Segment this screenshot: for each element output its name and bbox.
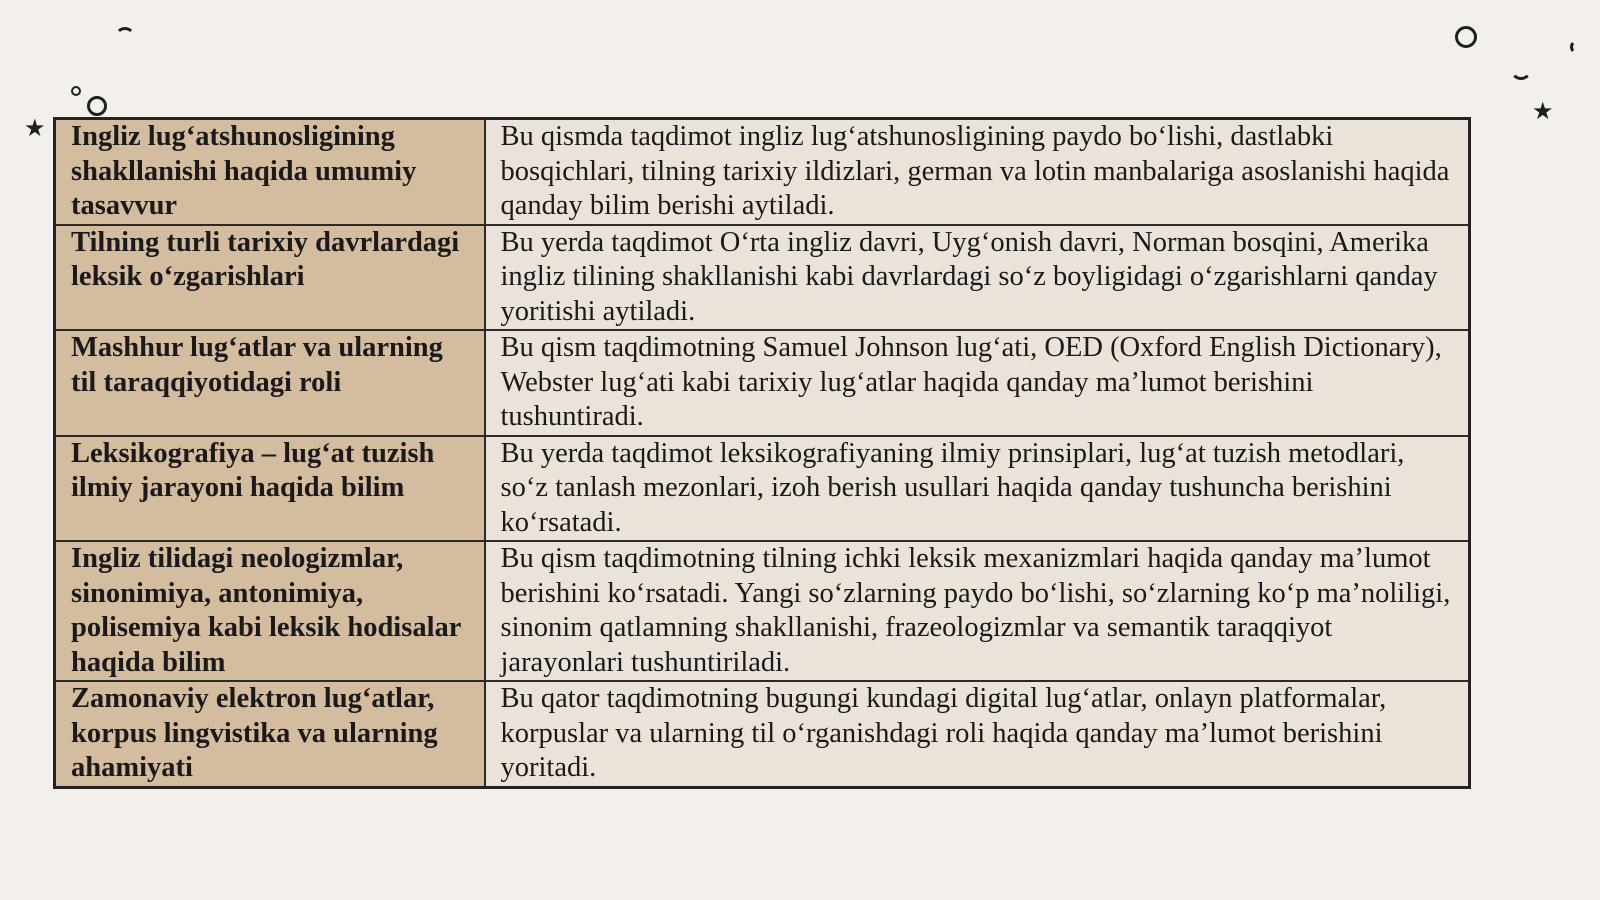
- description-cell: Bu yerda taqdimot leksikografiyaning ilmiy prinsiplari, lug‘at tuzish metodlari, so‘z tanlash mezonlari, izoh berish usullari haqida qanday tushuncha berishini ko‘rsatadi.: [485, 436, 1470, 542]
- description-cell: Bu qismda taqdimot ingliz lug‘atshunosligining paydo bo‘lishi, dastlabki bosqichlari, tilning tarixiy ildizlari, german va lotin manbalariga asoslanishi haqida qanday bilim berishi aytiladi.: [485, 119, 1470, 225]
- small-circle-decoration: [71, 86, 81, 96]
- topic-cell: Ingliz tilidagi neologizmlar, sinonimiya, antonimiya, polisemiya kabi leksik hodisalar haqida bilim: [55, 541, 485, 681]
- description-cell: Bu yerda taqdimot O‘rta ingliz davri, Uyg‘onish davri, Norman bosqini, Amerika ingliz tilining shakllanishi kabi davrlardagi so‘z boyligidagi o‘zgarishlarni qanday yoritishi aytiladi.: [485, 225, 1470, 331]
- description-cell: Bu qism taqdimotning Samuel Johnson lug‘ati, OED (Oxford English Dictionary), Webster lug‘ati kabi tarixiy lug‘atlar haqida qanday ma’lumot berishini tushuntiradi.: [485, 330, 1470, 436]
- arc-right-decoration: [1570, 40, 1584, 54]
- topic-cell: Leksikografiya – lug‘at tuzish ilmiy jarayoni haqida bilim: [55, 436, 485, 542]
- table-row: [55, 681, 1470, 787]
- circle-decoration: [87, 96, 107, 116]
- circle-decoration: [1455, 26, 1477, 48]
- table-row: [55, 330, 1470, 436]
- description-cell: Bu qism taqdimotning tilning ichki leksik mexanizmlari haqida qanday ma’lumot berishini ko‘rsatadi. Yangi so‘zlarning paydo bo‘lishi, so‘zlarning ko‘p ma’noliligi, sinonim qatlamning shakllanishi, frazeologizmlar va semantik taraqqiyot jarayonlari tushuntiriladi.: [485, 541, 1470, 681]
- topic-cell: Zamonaviy elektron lug‘atlar, korpus lingvistika va ularning ahamiyati: [55, 681, 485, 787]
- content-table: [53, 117, 1471, 789]
- star-icon: ★: [1532, 99, 1554, 125]
- topic-cell: Tilning turli tarixiy davrlardagi leksik o‘zgarishlari: [55, 225, 485, 331]
- table-row: [55, 225, 1470, 331]
- star-icon: ★: [24, 116, 46, 142]
- topic-cell: Ingliz lug‘atshunosligining shakllanishi haqida umumiy tasavvur: [55, 119, 485, 225]
- table-row: [55, 119, 1470, 225]
- description-cell: Bu qator taqdimotning bugungi kundagi digital lug‘atlar, onlayn platformalar, korpuslar va ularning til o‘rganishdagi roli haqida qanday ma’lumot berishini yoritadi.: [485, 681, 1470, 787]
- arc-bottom-decoration: [1510, 58, 1532, 80]
- arc-top-left-decoration: [115, 27, 135, 47]
- table-row: [55, 436, 1470, 542]
- topic-cell: Mashhur lug‘atlar va ularning til taraqqiyotidagi roli: [55, 330, 485, 436]
- table-row: [55, 541, 1470, 681]
